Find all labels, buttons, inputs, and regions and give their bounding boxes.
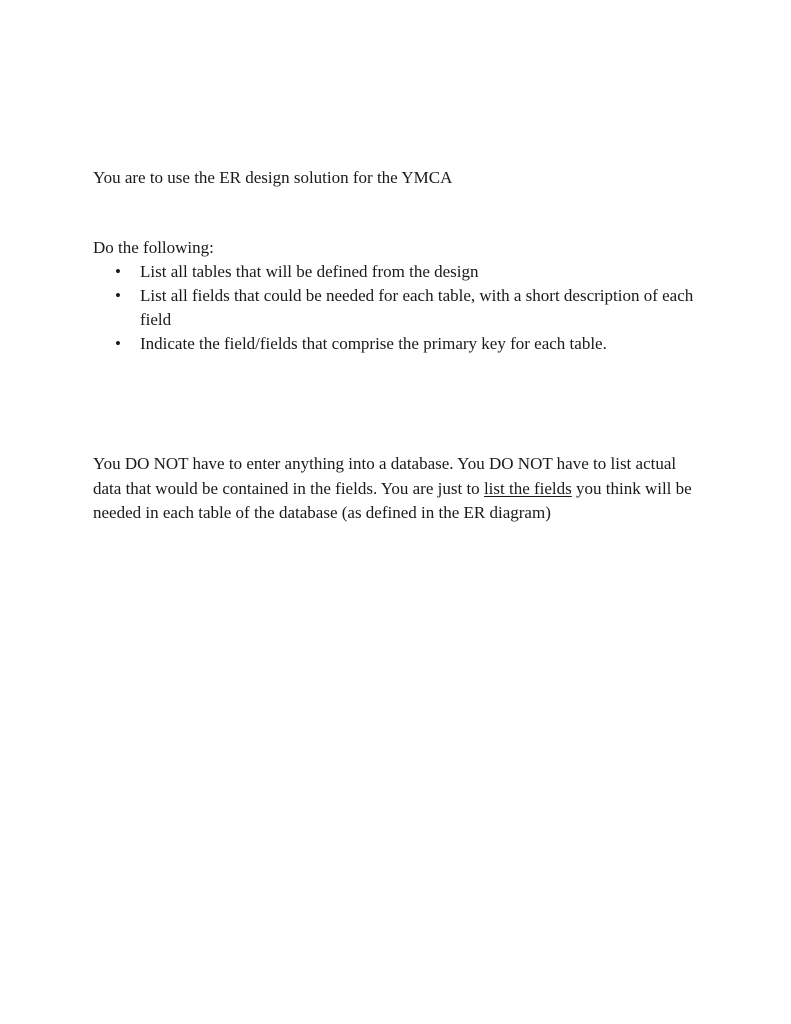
- bullet-icon: •: [115, 286, 121, 305]
- task-item-list-tables: [93, 260, 713, 284]
- task-item-list-fields: [93, 284, 713, 332]
- note-text-after: you think will be needed in each table of the database (as defined in the ER diagram): [93, 478, 692, 522]
- task-list: [93, 260, 713, 356]
- task-text: Indicate the field/fields that comprise the primary key for each table.: [140, 334, 607, 353]
- task-item-primary-key: [93, 332, 713, 356]
- bullet-icon: •: [115, 334, 121, 353]
- note-underlined-text: list the fields: [483, 478, 572, 498]
- instructions-heading: Do the following:: [93, 238, 214, 257]
- task-text: List all tables that will be defined from the design: [140, 262, 479, 281]
- note-paragraph: [93, 452, 703, 526]
- task-text: List all fields that could be needed for each table, with a short description of each field: [140, 286, 694, 329]
- note-text-before: You DO NOT have to enter anything into a database. You DO NOT have to list actual data that would be contained in the fields. You are just to: [93, 454, 677, 498]
- bullet-icon: •: [115, 262, 121, 281]
- intro-paragraph: You are to use the ER design solution for the YMCA: [93, 168, 453, 187]
